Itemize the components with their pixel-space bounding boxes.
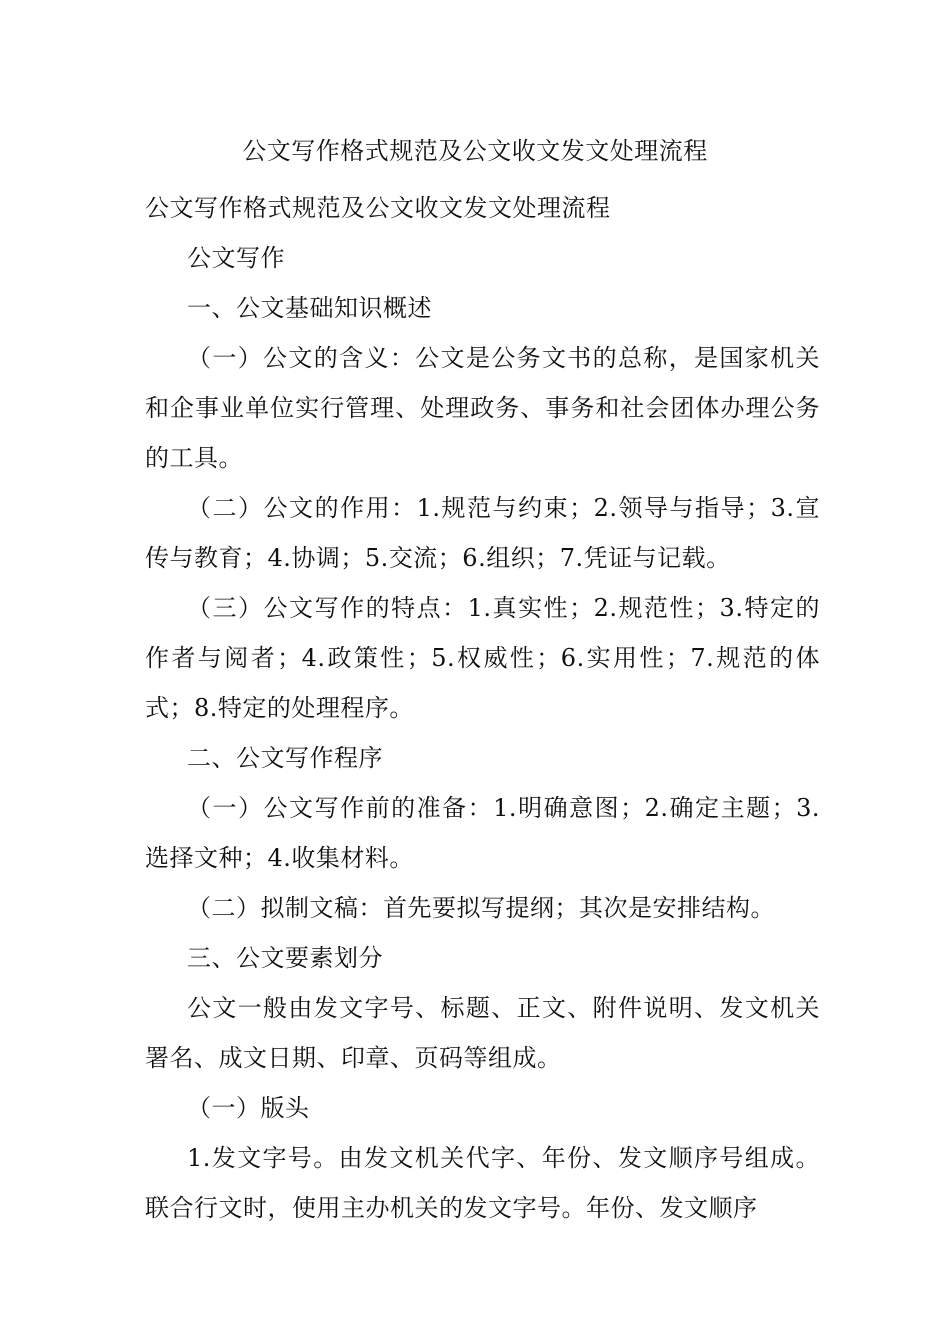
- paragraph-functions: （二）公文的作用：1.规范与约束；2.领导与指导；3.宣传与教育；4.协调；5.交流；6.组织；7.凭证与记载。: [145, 494, 820, 572]
- paragraph-definition: （一）公文的含义：公文是公务文书的总称，是国家机关和企事业单位实行管理、处理政务、事务和社会团体办理公务的工具。: [145, 344, 820, 472]
- document-title: 公文写作格式规范及公文收文发文处理流程: [242, 137, 708, 165]
- paragraph-heading-repeat: 公文写作格式规范及公文收文发文处理流程: [145, 194, 611, 222]
- document-body: [145, 183, 820, 1233]
- paragraph-header-section: （一）版头: [187, 1094, 310, 1122]
- paragraph-heading-1: 一、公文基础知识概述: [187, 294, 432, 322]
- paragraph-features: （三）公文写作的特点：1.真实性；2.规范性；3.特定的作者与阅者；4.政策性；5.权威性；6.实用性；7.规范的体式；8.特定的处理程序。: [145, 594, 820, 722]
- paragraph-section-label: 公文写作: [187, 244, 285, 272]
- paragraph-heading-3: 三、公文要素划分: [187, 944, 383, 972]
- paragraph-document-number: 1.发文字号。由发文机关代字、年份、发文顺序号组成。联合行文时，使用主办机关的发文字号。年份、发文顺序: [145, 1144, 820, 1222]
- paragraph-elements: 公文一般由发文字号、标题、正文、附件说明、发文机关署名、成文日期、印章、页码等组成。: [145, 994, 820, 1072]
- paragraph-drafting: （二）拟制文稿：首先要拟写提纲；其次是安排结构。: [187, 894, 775, 922]
- paragraph-preparation: （一）公文写作前的准备：1.明确意图；2.确定主题；3.选择文种；4.收集材料。: [145, 794, 820, 872]
- paragraph-heading-2: 二、公文写作程序: [187, 744, 383, 772]
